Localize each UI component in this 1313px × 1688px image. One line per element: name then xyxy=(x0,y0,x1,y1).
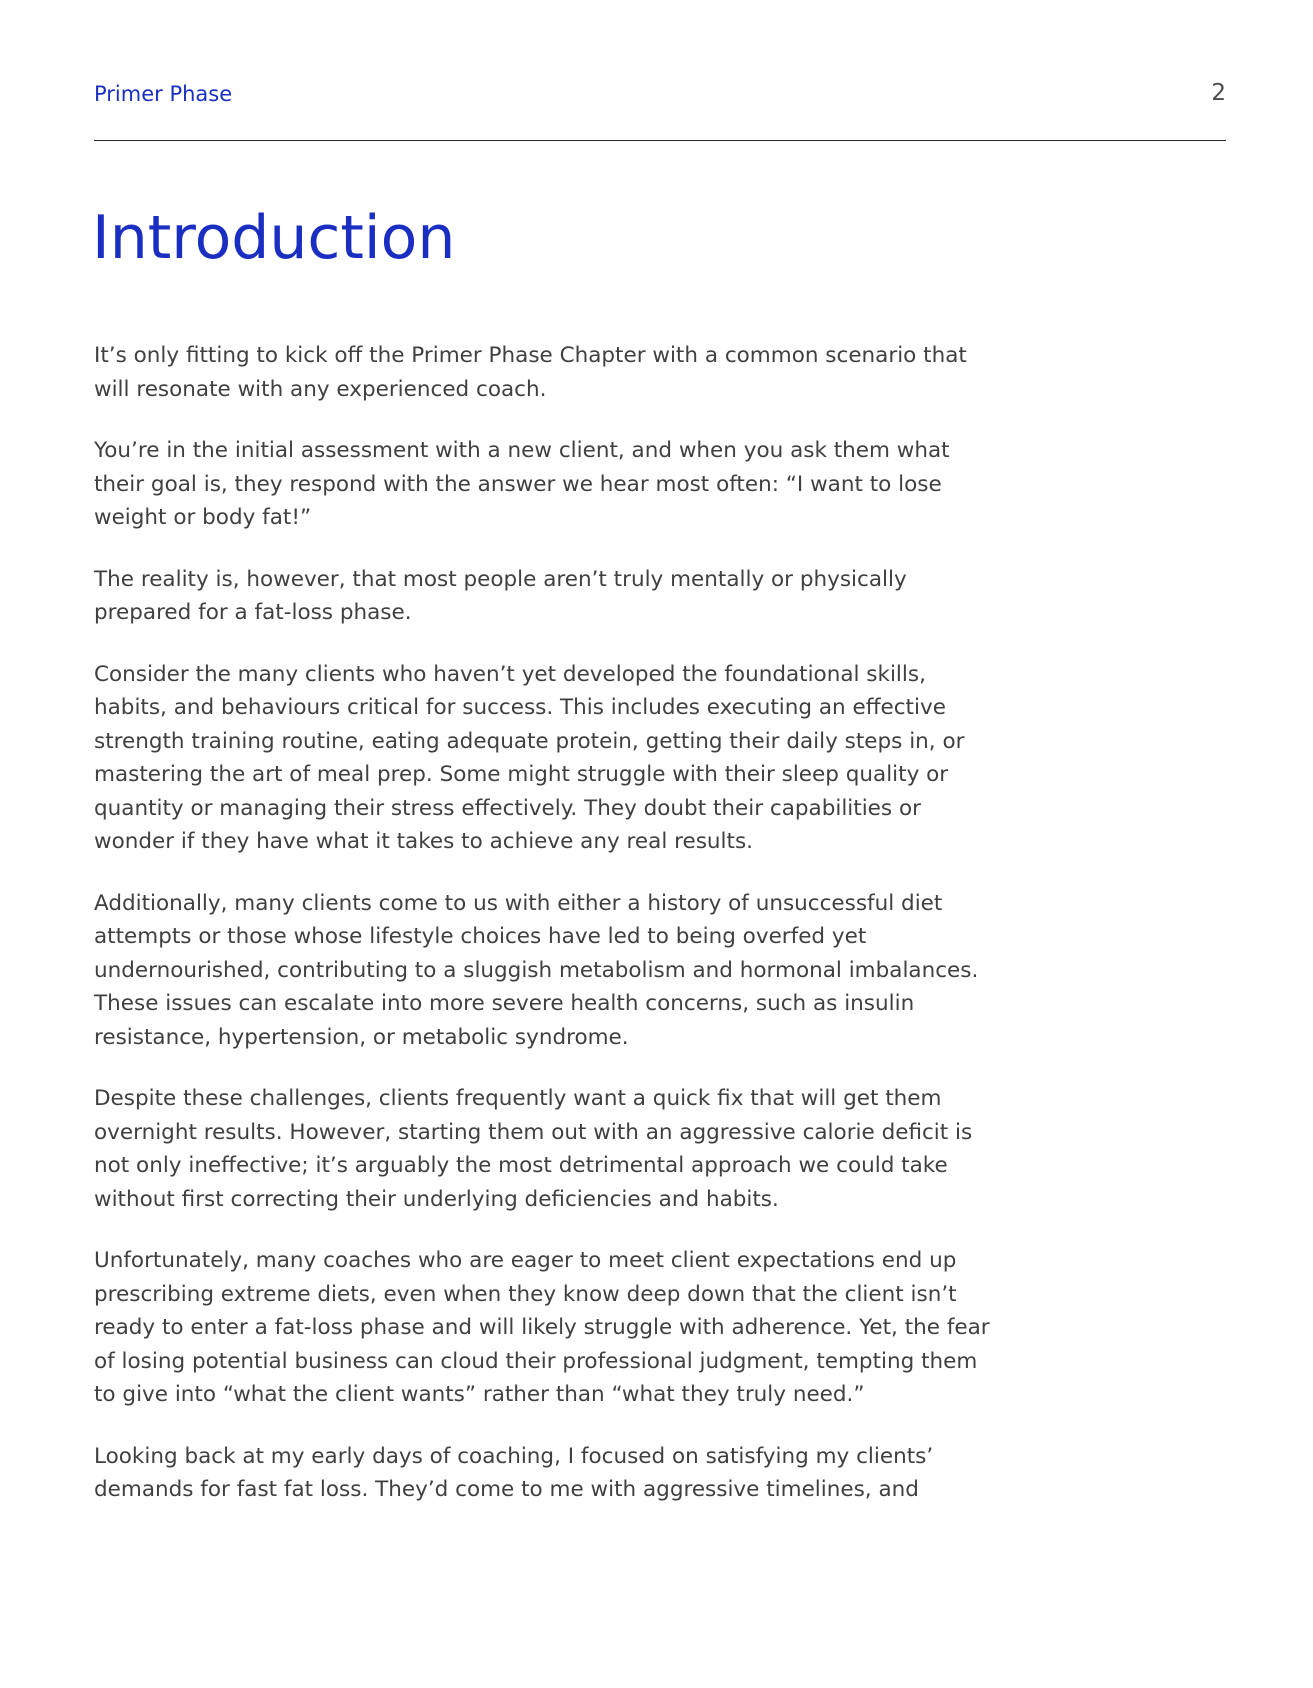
paragraph: You’re in the initial assessment with a new client, and when you ask them what their goal is, they respond with the answer we hear most often: “I want to lose weight or body fat!” xyxy=(94,438,950,530)
paragraph: Unfortunately, many coaches who are eager to meet client expectations end up prescribing extreme diets, even when they know deep down that the client isn’t ready to enter a fat-loss phase and will likely struggle with adherence. Yet, the fear of losing potential business can cloud their professional judgment, tempting them to give into “what the client wants” rather than “what they truly need.” xyxy=(94,1248,990,1407)
paragraph: Despite these challenges, clients frequently want a quick fix that will get them overnight results. However, starting them out with an aggressive calorie deficit is not only ineffective; it’s arguably the most detrimental approach we could take without first correcting their underlying deficiencies and habits. xyxy=(94,1086,973,1212)
page-header xyxy=(94,78,1226,110)
chapter-title: Introduction xyxy=(92,203,456,273)
paragraph: Looking back at my early days of coaching, I focused on satisfying my clients’ demands for fast fat loss. They’d come to me with aggressive timelines, and xyxy=(94,1443,934,1502)
paragraph: The reality is, however, that most people aren’t truly mentally or physically prepared for a fat-loss phase. xyxy=(94,566,907,625)
paragraph: It’s only fitting to kick off the Primer Phase Chapter with a common scenario that will resonate with any experienced coach. xyxy=(94,343,967,402)
paragraph: Consider the many clients who haven’t yet developed the foundational skills, habits, and behaviours critical for success. This includes executing an effective strength training routine, eating adequate protein, getting their daily steps in, or mastering the art of meal prep. Some might struggle with their sleep quality or quantity or managing their stress effectively. They doubt their capabilities or wonder if they have what it takes to achieve any real results. xyxy=(94,661,965,854)
section-name: Primer Phase xyxy=(94,82,233,106)
paragraph: Additionally, many clients come to us with either a history of unsuccessful diet attempts or those whose lifestyle choices have led to being overfed yet undernourished, contributing to a sluggish metabolism and hormonal imbalances. These issues can escalate into more severe health concerns, such as insulin resistance, hypertension, or metabolic syndrome. xyxy=(94,890,979,1050)
header-divider xyxy=(94,140,1226,141)
page-number: 2 xyxy=(1211,80,1226,106)
body-text xyxy=(94,339,999,1535)
